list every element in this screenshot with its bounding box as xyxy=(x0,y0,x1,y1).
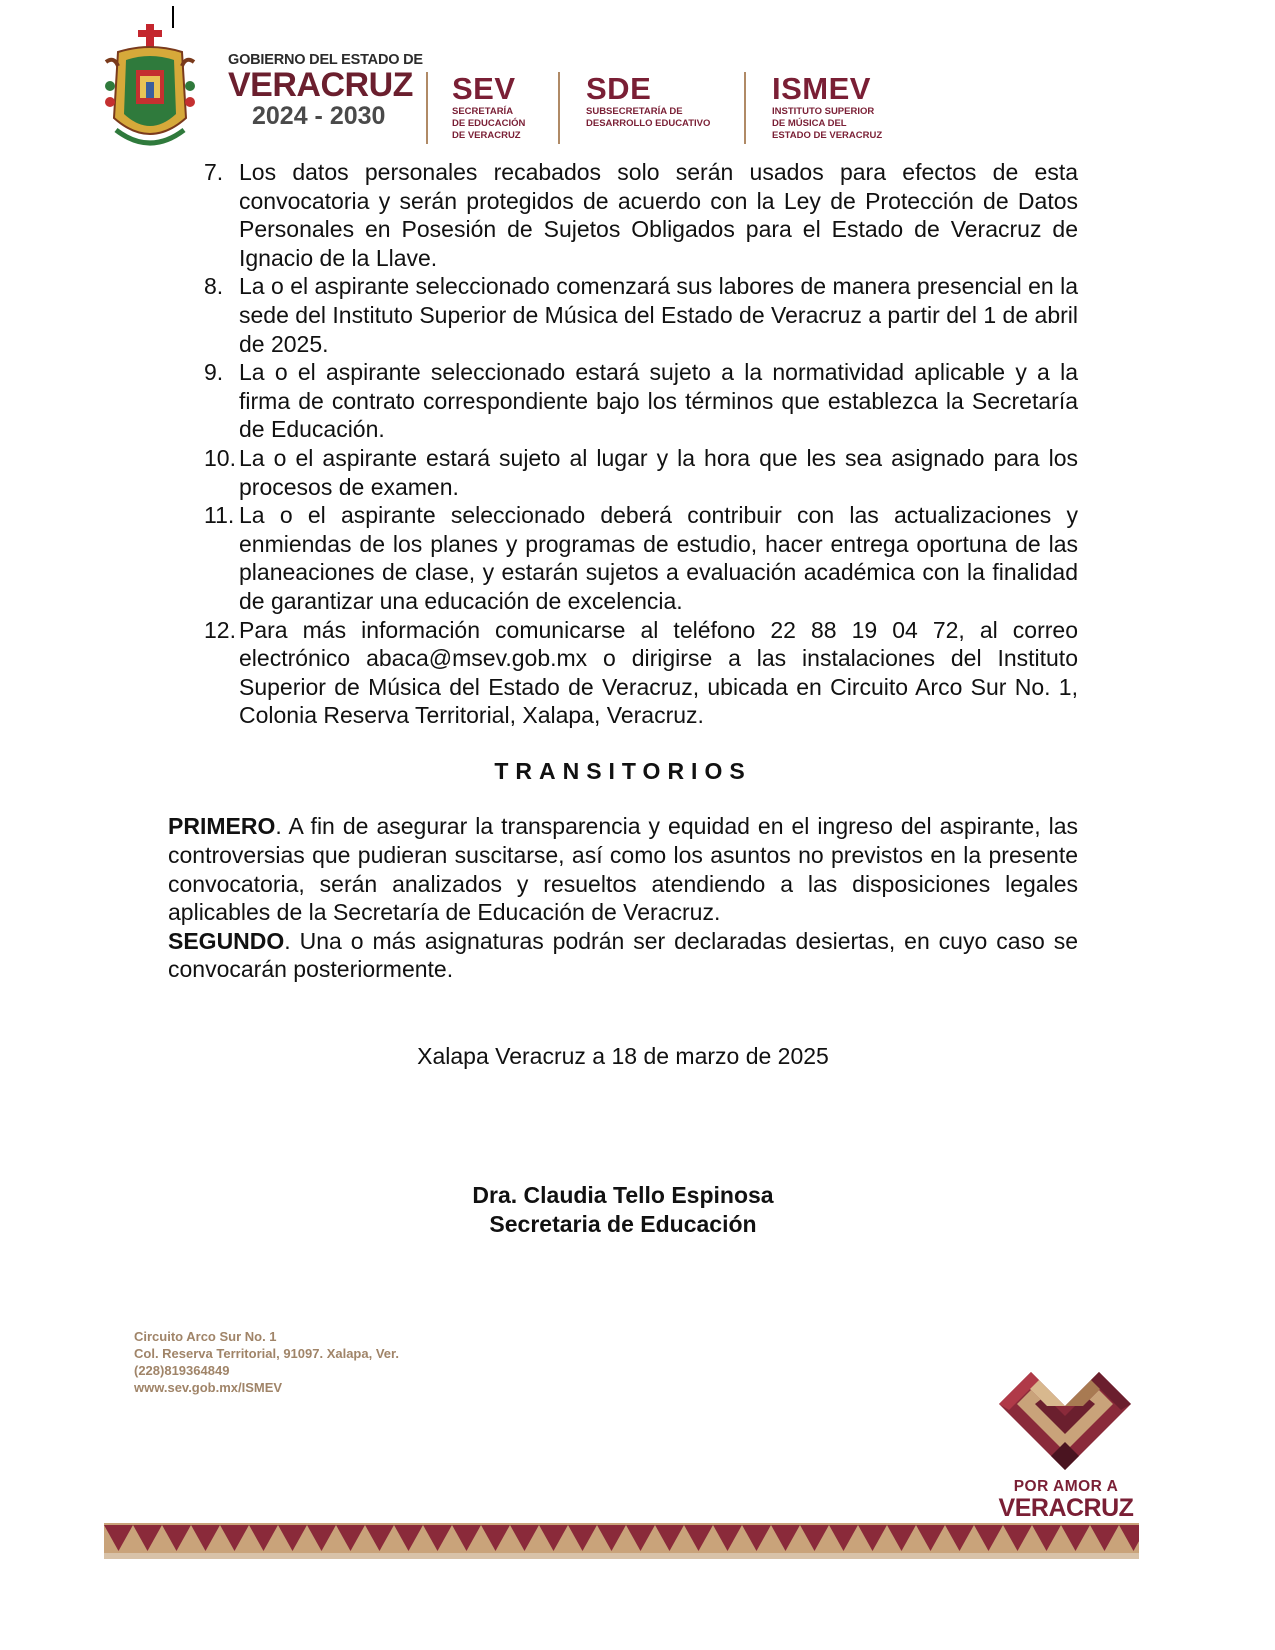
sev-line-2: DE EDUCACIÓN xyxy=(452,118,526,129)
document-body xyxy=(168,158,1078,1239)
header-divider xyxy=(426,72,428,144)
item-number: 11. xyxy=(204,502,235,529)
list-item xyxy=(168,272,1078,358)
item-number: 10. xyxy=(204,444,236,471)
signer-title: Secretaria de Educación xyxy=(489,1210,757,1237)
numbered-list xyxy=(168,158,1078,730)
footer-website: www.sev.gob.mx/ISMEV xyxy=(134,1380,283,1395)
header-divider xyxy=(744,72,746,144)
primero-label: PRIMERO xyxy=(168,813,276,840)
gov-line-1: GOBIERNO DEL ESTADO DE xyxy=(228,52,423,68)
gov-line-3: 2024 - 2030 xyxy=(252,102,386,130)
list-item xyxy=(168,444,1078,501)
heart-logo-icon xyxy=(995,1342,1135,1472)
item-number: 12. xyxy=(204,616,236,643)
list-item xyxy=(168,158,1078,272)
transitorios-section xyxy=(168,812,1078,984)
state-government-logo xyxy=(228,52,428,130)
decorative-band xyxy=(104,1523,1139,1559)
transitorios-heading: TRANSITORIOS xyxy=(494,757,752,784)
sev-line-1: SECRETARÍA xyxy=(452,106,514,117)
footer-address-line-1: Circuito Arco Sur No. 1 xyxy=(134,1329,277,1344)
item-text: Los datos personales recabados solo serán usados para efectos de esta convocatoria y serán protegidos de acuerdo con la Ley de Protección de Datos Personales en Posesión de Sujetos Obligados para el Estado de Veracruz de Ignacio de la Llave. xyxy=(239,159,1078,271)
primero-text: . A fin de asegurar la transparencia y equidad en el ingreso del aspirante, las controversias que pudieran suscitarse, así como los asuntos no previstos en la presente convocatoria, serán analizados y resueltos atendiendo a las disposiciones legales aplicables de la Secretaría de Educación de Veracruz. xyxy=(168,813,1078,926)
signature-block xyxy=(168,1181,1078,1239)
sde-line-2: DESARROLLO EDUCATIVO xyxy=(586,118,711,129)
transitorio-segundo xyxy=(168,927,1078,984)
ismev-logo xyxy=(772,72,882,142)
list-item xyxy=(168,358,1078,444)
date-line: Xalapa Veracruz a 18 de marzo de 2025 xyxy=(417,1043,829,1070)
list-item xyxy=(168,616,1078,730)
segundo-label: SEGUNDO xyxy=(168,927,285,954)
item-text: La o el aspirante seleccionado deberá contribuir con las actualizaciones y enmiendas de los planes y programas de estudio, hacer entrega oportuna de las planeaciones de clase, y estarán sujetos a evaluación académica con la finalidad de garantizar una educación de excelencia. xyxy=(239,502,1078,614)
transitorio-primero xyxy=(168,812,1078,926)
list-item xyxy=(168,501,1078,615)
footer-address-line-2: Col. Reserva Territorial, 91097. Xalapa, Ver. xyxy=(134,1346,399,1361)
item-text: La o el aspirante seleccionado comenzará sus labores de manera presencial en la sede del Instituto Superior de Música del Estado de Veracruz a partir del 1 de abril de 2025. xyxy=(239,273,1078,357)
sev-logo xyxy=(452,72,525,142)
ismev-line-2: DE MÚSICA DEL xyxy=(772,118,847,129)
ismev-line-3: ESTADO DE VERACRUZ xyxy=(772,130,883,141)
item-number: 9. xyxy=(204,359,224,386)
signer-name: Dra. Claudia Tello Espinosa xyxy=(472,1181,774,1208)
sev-title: SEV xyxy=(452,71,516,106)
sde-logo xyxy=(586,72,710,130)
ismev-line-1: INSTITUTO SUPERIOR xyxy=(772,106,875,117)
veracruz-coat-of-arms-icon xyxy=(100,22,200,154)
footer-address xyxy=(134,1328,399,1396)
sde-title: SDE xyxy=(586,71,652,106)
slogan-line-2: VERACRUZ xyxy=(998,1494,1134,1522)
header-divider xyxy=(558,72,560,144)
slogan-line-1: POR AMOR A xyxy=(1013,1478,1119,1495)
sde-line-1: SUBSECRETARÍA DE xyxy=(586,106,683,117)
sev-line-3: DE VERACRUZ xyxy=(452,130,521,141)
segundo-text: . Una o más asignaturas podrán ser declaradas desiertas, en cuyo caso se convocarán posteriormente. xyxy=(168,927,1078,983)
letterhead xyxy=(100,20,1180,160)
ismev-title: ISMEV xyxy=(772,71,871,106)
item-number: 7. xyxy=(204,159,224,185)
slogan xyxy=(995,1478,1137,1520)
item-text: La o el aspirante estará sujeto al lugar y la hora que les sea asignado para los procesos de examen. xyxy=(239,444,1078,500)
footer-phone: (228)819364849 xyxy=(134,1363,230,1378)
item-text: La o el aspirante seleccionado estará sujeto a la normatividad aplicable y a la firma de contrato correspondiente bajo los términos que establezca la Secretaría de Educación. xyxy=(239,359,1078,443)
item-text: Para más información comunicarse al teléfono 22 88 19 04 72, al correo electrónico abaca@msev.gob.mx o dirigirse a las instalaciones del Instituto Superior de Música del Estado de Veracruz, ubicada en Circuito Arco Sur No. 1, Colonia Reserva Territorial, Xalapa, Veracruz. xyxy=(239,616,1078,729)
gov-line-2: VERACRUZ xyxy=(228,66,413,104)
item-number: 8. xyxy=(204,273,224,300)
